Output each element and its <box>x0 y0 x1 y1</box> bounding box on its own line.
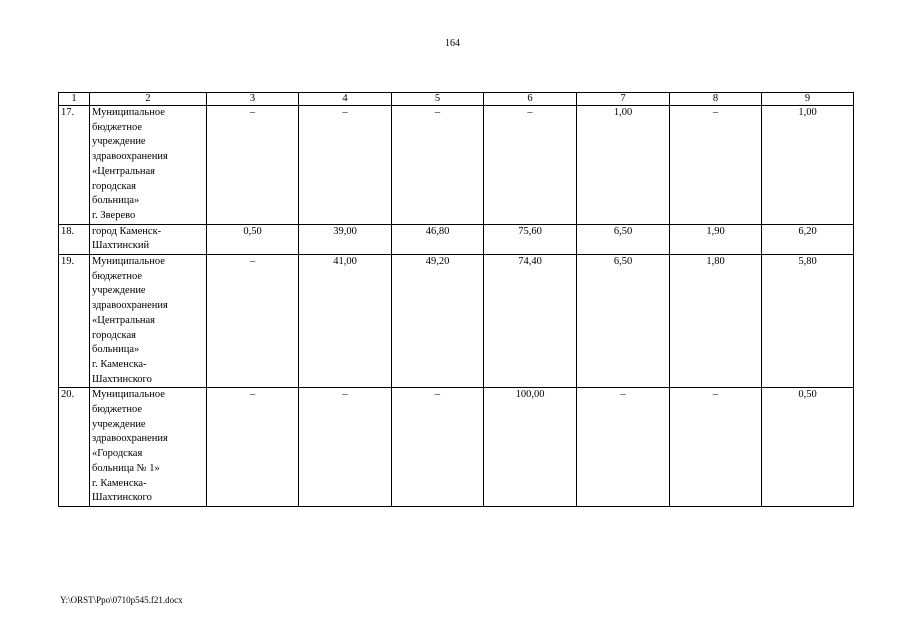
institution-name: Муниципальное бюджетное учреждение здравоохранения «Городская больница № 1» г. Каменска- Шахтинского <box>90 388 207 507</box>
table-cell: 5,80 <box>762 255 854 388</box>
table-row <box>59 224 854 254</box>
table-cell: 100,00 <box>484 388 577 507</box>
table-cell: 46,80 <box>392 224 484 254</box>
institution-name: город Каменск- Шахтинский <box>90 224 207 254</box>
file-path-footer: Y:\ORST\Ppo\0710p545.f21.docx <box>60 595 183 605</box>
column-header: 9 <box>762 93 854 106</box>
table-cell: 0,50 <box>207 224 299 254</box>
table-cell: 75,60 <box>484 224 577 254</box>
table-cell: 1,00 <box>762 106 854 225</box>
row-number: 17. <box>59 106 90 225</box>
institution-name: Муниципальное бюджетное учреждение здравоохранения «Центральная городская больница» г. Каменска- Шахтинского <box>90 255 207 388</box>
table-cell: 39,00 <box>299 224 392 254</box>
table-cell: – <box>392 106 484 225</box>
table-row <box>59 388 854 507</box>
table-cell: – <box>207 388 299 507</box>
table-cell: – <box>299 106 392 225</box>
row-number: 20. <box>59 388 90 507</box>
column-header: 6 <box>484 93 577 106</box>
table-cell: – <box>670 388 762 507</box>
table-cell: – <box>207 255 299 388</box>
table-cell: – <box>577 388 670 507</box>
page-number: 164 <box>445 38 460 49</box>
table-cell: – <box>670 106 762 225</box>
table-cell: – <box>392 388 484 507</box>
table-cell: 49,20 <box>392 255 484 388</box>
column-header: 1 <box>59 93 90 106</box>
table-row <box>59 255 854 388</box>
column-header: 7 <box>577 93 670 106</box>
table-cell: 1,00 <box>577 106 670 225</box>
table-cell: – <box>299 388 392 507</box>
column-header: 8 <box>670 93 762 106</box>
table-cell: 1,80 <box>670 255 762 388</box>
column-header: 5 <box>392 93 484 106</box>
column-header: 3 <box>207 93 299 106</box>
table-cell: – <box>484 106 577 225</box>
column-header: 2 <box>90 93 207 106</box>
table-cell: 74,40 <box>484 255 577 388</box>
table-header-row <box>59 93 854 106</box>
table-cell: 41,00 <box>299 255 392 388</box>
institution-name: Муниципальное бюджетное учреждение здравоохранения «Центральная городская больница» г. Зверево <box>90 106 207 225</box>
table-row <box>59 106 854 225</box>
table-cell: 1,90 <box>670 224 762 254</box>
data-table <box>58 92 854 507</box>
column-header: 4 <box>299 93 392 106</box>
table-cell: 6,50 <box>577 255 670 388</box>
table-cell: – <box>207 106 299 225</box>
table-cell: 6,20 <box>762 224 854 254</box>
table-cell: 6,50 <box>577 224 670 254</box>
row-number: 19. <box>59 255 90 388</box>
table-cell: 0,50 <box>762 388 854 507</box>
row-number: 18. <box>59 224 90 254</box>
